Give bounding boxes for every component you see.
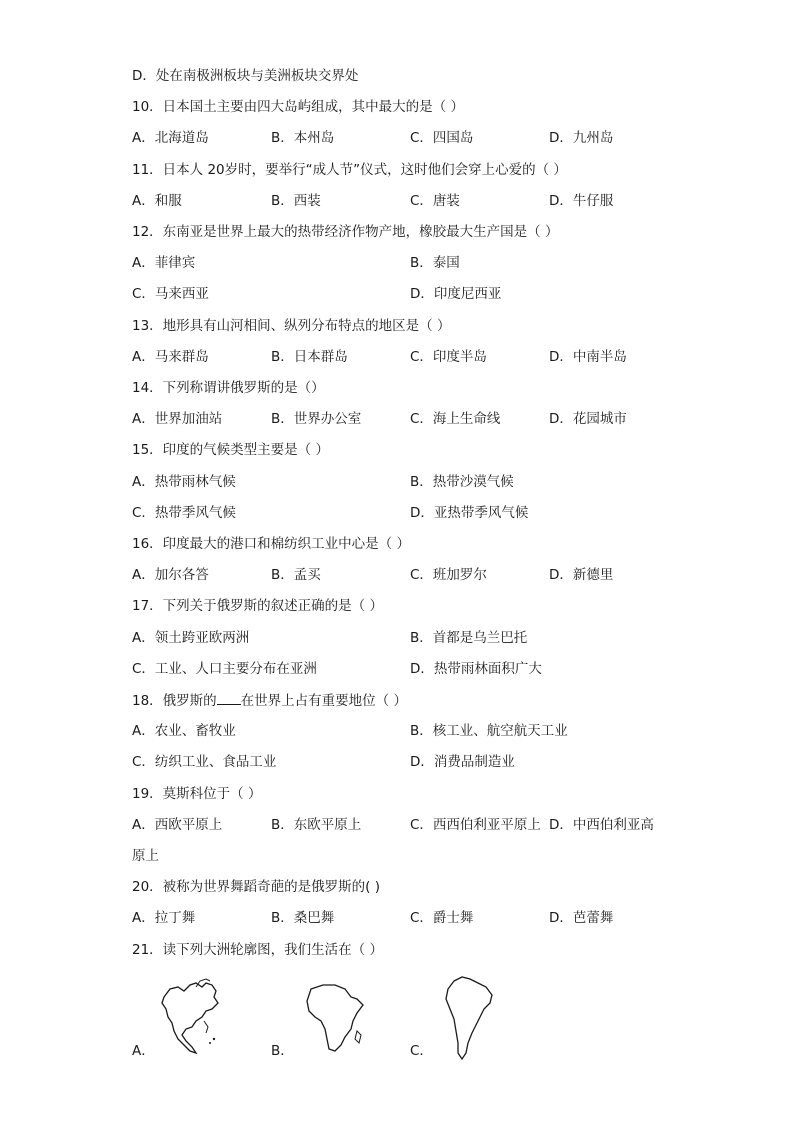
answer-option: D．中南半岛 bbox=[549, 348, 627, 365]
answer-option: D．芭蕾舞 bbox=[549, 910, 614, 927]
answer-option: C．纺织工业、食品工业 bbox=[132, 754, 277, 771]
answer-option: A．领土跨亚欧两洲 bbox=[132, 629, 250, 646]
answer-option: B．孟买 bbox=[271, 567, 321, 584]
answer-options-row bbox=[132, 565, 754, 585]
answer-option: A．和服 bbox=[132, 192, 182, 209]
answer-options-row bbox=[132, 721, 754, 741]
answer-option: D．九州岛 bbox=[549, 130, 614, 147]
answer-option: A．菲律宾 bbox=[132, 255, 196, 272]
question-line bbox=[132, 690, 754, 710]
question-line: 12．东南亚是世界上最大的热带经济作物产地，橡胶最大生产国是（ ） bbox=[132, 224, 559, 240]
question-line: 10．日本国土主要由四大岛屿组成，其中最大的是（ ） bbox=[132, 99, 464, 116]
answer-option: B．世界办公室 bbox=[271, 411, 362, 428]
answer-option: B．本州岛 bbox=[271, 130, 335, 147]
answer-options-row bbox=[132, 815, 754, 835]
answer-option: D．亚热带季风气候 bbox=[410, 504, 529, 521]
answer-options-row bbox=[132, 409, 754, 429]
answer-option: A．加尔各答 bbox=[132, 567, 209, 584]
answer-option: D．中西伯利亚高 bbox=[549, 816, 654, 833]
map-option-a bbox=[132, 975, 262, 1065]
answer-options-row bbox=[132, 347, 754, 367]
answer-option: C．热带季风气候 bbox=[132, 504, 236, 521]
answer-option: C．四国岛 bbox=[410, 130, 474, 147]
answer-option: D．消费品制造业 bbox=[410, 754, 515, 771]
answer-option: D．新德里 bbox=[549, 567, 614, 584]
map-option-b bbox=[271, 975, 401, 1065]
answer-option: B．东欧平原上 bbox=[271, 816, 362, 833]
answer-options-row bbox=[132, 191, 754, 211]
question-line: 19．莫斯科位于（ ） bbox=[132, 785, 262, 802]
question-line: 16．印度最大的港口和棉纺织工业中心是（ ） bbox=[132, 536, 410, 552]
answer-option: C．西西伯利亚平原上 bbox=[410, 816, 541, 833]
answer-option: A．西欧平原上 bbox=[132, 816, 223, 833]
answer-option: B．首都是乌兰巴托 bbox=[410, 629, 528, 646]
question-line: 15．印度的气候类型主要是（ ） bbox=[132, 442, 329, 459]
answer-option: D．印度尼西亚 bbox=[410, 286, 502, 303]
map-option-letter: A． bbox=[132, 1043, 155, 1059]
answer-option: C．海上生命线 bbox=[410, 411, 501, 428]
answer-option: B．热带沙漠气候 bbox=[410, 473, 514, 490]
answer-option: A．热带雨林气候 bbox=[132, 473, 236, 490]
answer-options-row bbox=[132, 472, 754, 492]
answer-option: D．牛仔服 bbox=[549, 192, 614, 209]
answer-option: B．日本群岛 bbox=[271, 348, 348, 365]
answer-option: C．班加罗尔 bbox=[410, 567, 487, 584]
map-option-letter: B． bbox=[271, 1043, 294, 1059]
answer-options-row bbox=[132, 253, 754, 273]
answer-option: B．西装 bbox=[271, 192, 321, 209]
answer-options-row bbox=[132, 128, 754, 148]
answer-option: A．北海道岛 bbox=[132, 130, 209, 147]
south-america-outline-icon bbox=[440, 973, 500, 1063]
answer-options-row bbox=[132, 752, 754, 772]
answer-option: B．泰国 bbox=[410, 255, 460, 272]
answer-option: A．马来群岛 bbox=[132, 348, 209, 365]
map-option-c bbox=[410, 975, 540, 1065]
question-line: 13．地形具有山河相间、纵列分布特点的地区是（ ） bbox=[132, 317, 451, 334]
answer-option: A．拉丁舞 bbox=[132, 910, 196, 927]
question-line: 20．被称为世界舞蹈奇葩的是俄罗斯的( ) bbox=[132, 879, 381, 896]
answer-options-row bbox=[132, 908, 754, 928]
answer-option: A．农业、畜牧业 bbox=[132, 723, 236, 740]
answer-option: C．印度半岛 bbox=[410, 348, 487, 365]
answer-options-row bbox=[132, 659, 754, 679]
continent-outline-options bbox=[132, 975, 692, 1065]
answer-option: B．桑巴舞 bbox=[271, 910, 335, 927]
fill-in-blank bbox=[217, 690, 241, 705]
question-text-before-blank: 18．俄罗斯的 bbox=[132, 693, 217, 709]
question-line: 原上 bbox=[132, 848, 159, 864]
answer-option: C．唐装 bbox=[410, 192, 460, 209]
answer-option: A．世界加油站 bbox=[132, 411, 223, 428]
answer-option: C．马来西亚 bbox=[132, 286, 209, 303]
africa-outline-icon bbox=[301, 979, 371, 1059]
question-text-after-blank: 在世界上占有重要地位（ ） bbox=[240, 693, 407, 709]
north-america-outline-icon bbox=[156, 977, 226, 1057]
question-line: D．处在南极洲板块与美洲板块交界处 bbox=[132, 68, 359, 84]
answer-option: C．爵士舞 bbox=[410, 910, 474, 927]
question-line: 21．读下列大洲轮廓图，我们生活在（ ） bbox=[132, 941, 383, 958]
answer-options-row bbox=[132, 503, 754, 523]
answer-option: C．工业、人口主要分布在亚洲 bbox=[132, 660, 317, 677]
answer-options-row bbox=[132, 284, 754, 304]
question-line: 14．下列称谓讲俄罗斯的是（） bbox=[132, 380, 325, 396]
map-option-letter: C． bbox=[410, 1043, 433, 1059]
answer-options-row bbox=[132, 628, 754, 648]
question-line: 17．下列关于俄罗斯的叙述正确的是（ ） bbox=[132, 598, 383, 615]
answer-option: D．热带雨林面积广大 bbox=[410, 660, 542, 677]
question-line: 11．日本人 20岁时，要举行“成人节”仪式，这时他们会穿上心爱的（ ） bbox=[132, 161, 567, 178]
answer-option: D．花园城市 bbox=[549, 411, 627, 428]
answer-option: B．核工业、航空航天工业 bbox=[410, 723, 568, 740]
